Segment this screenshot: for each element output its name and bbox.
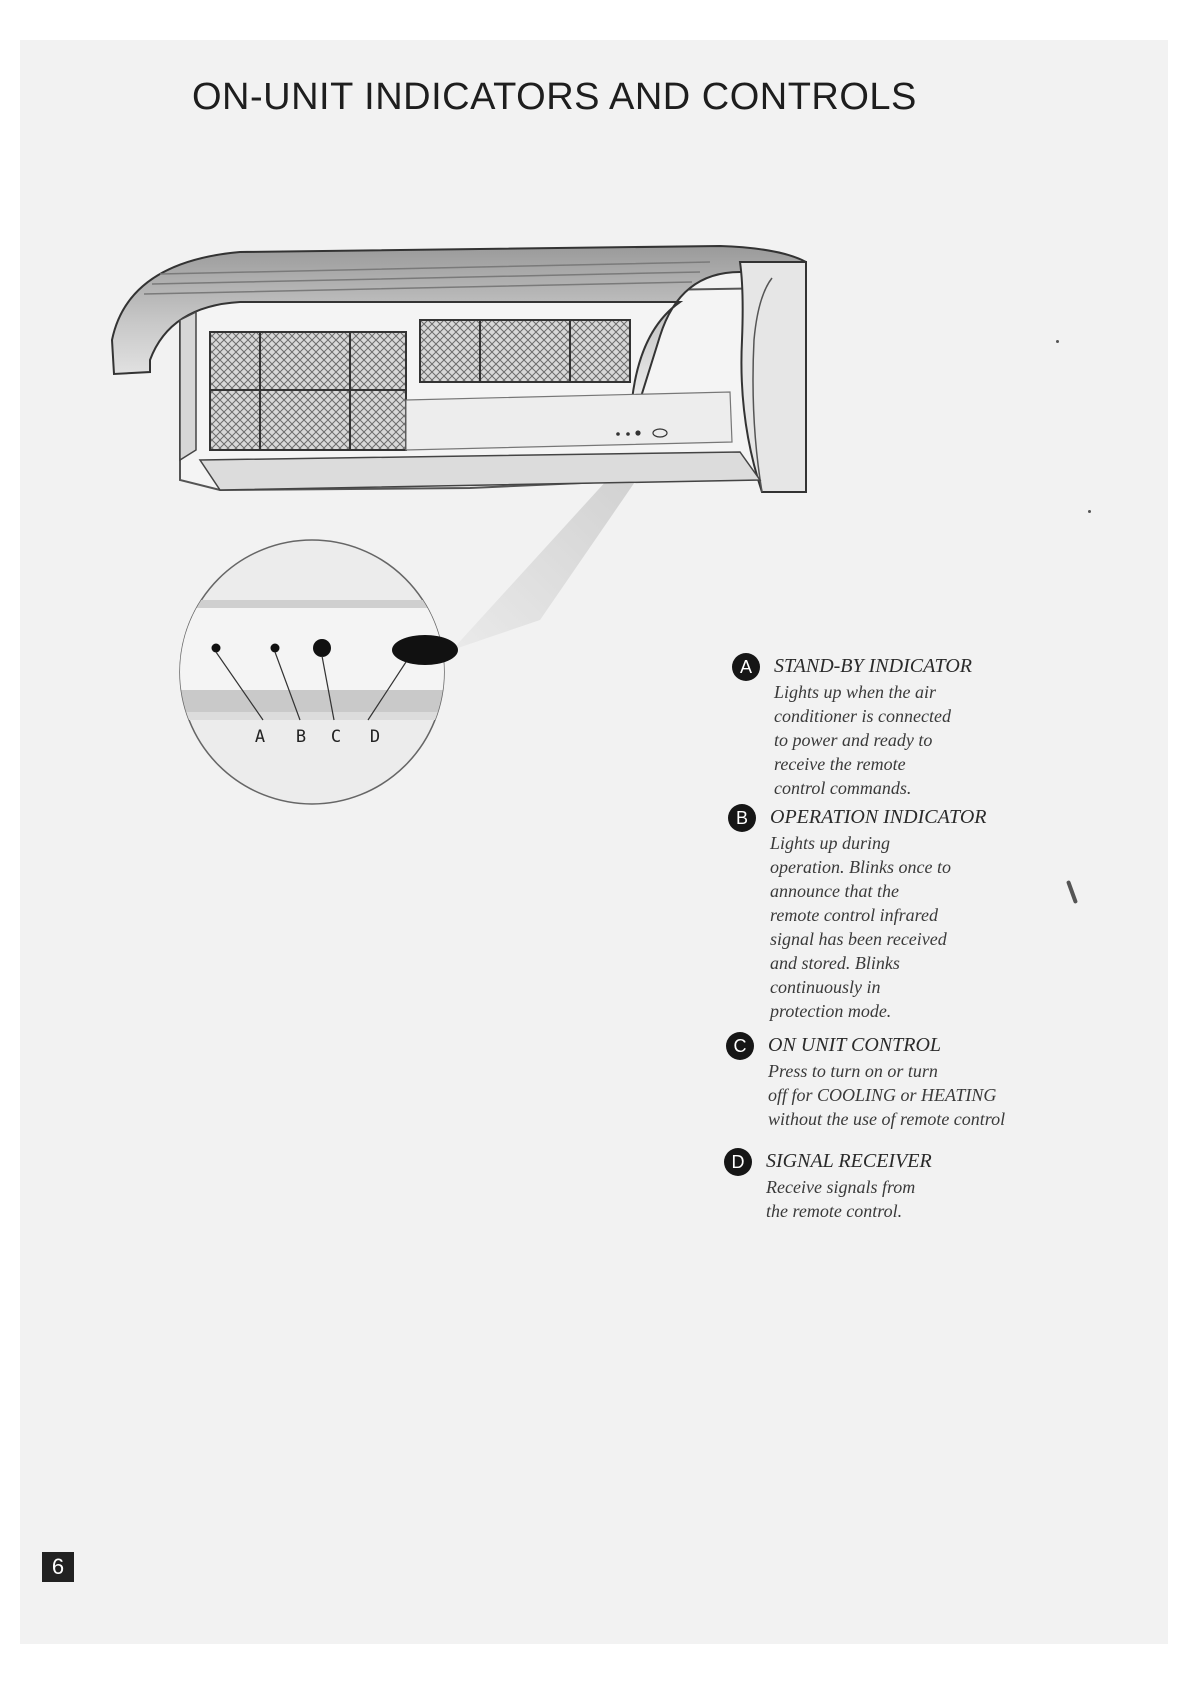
description-line: receive the remote <box>774 754 906 774</box>
indoor-unit <box>112 246 806 492</box>
operation-indicator-description <box>770 831 951 1023</box>
description-line: Lights up during <box>770 833 891 853</box>
description-line: control commands. <box>774 778 912 798</box>
description-line: Receive signals from <box>766 1177 916 1197</box>
on-unit-control-description <box>768 1059 1005 1131</box>
inset-label-a: A <box>254 727 266 747</box>
description-line: protection mode. <box>770 1001 892 1021</box>
standby-indicator-description <box>774 680 951 800</box>
description-line: conditioner is connected <box>774 706 951 726</box>
standby-indicator-heading: STAND-BY INDICATOR <box>774 655 972 677</box>
description-line: Lights up when the air <box>774 682 937 702</box>
inset-label-c: C <box>330 727 342 747</box>
operation-indicator-heading: OPERATION INDICATOR <box>770 806 987 828</box>
description-line: signal has been received <box>770 929 947 949</box>
air-conditioner-diagram <box>20 40 1168 1644</box>
scan-speck <box>1056 340 1059 343</box>
description-line: remote control infrared <box>770 905 938 925</box>
page-number: 6 <box>42 1552 74 1582</box>
right-air-filter <box>420 320 630 382</box>
signal-receiver-description <box>766 1175 915 1223</box>
page-title: ON-UNIT INDICATORS AND CONTROLS <box>192 76 917 118</box>
on-unit-control-heading: ON UNIT CONTROL <box>768 1034 942 1056</box>
indicator-magnifier <box>170 540 470 804</box>
description-line: and stored. Blinks <box>770 953 900 973</box>
operation-indicator-light <box>271 644 280 653</box>
description-line: announce that the <box>770 881 899 901</box>
on-unit-control-button <box>313 639 331 657</box>
standby-indicator-light <box>212 644 221 653</box>
signal-receiver-heading: SIGNAL RECEIVER <box>766 1150 932 1172</box>
signal-receiver-window <box>392 635 458 665</box>
description-line: to power and ready to <box>774 730 933 750</box>
description-line: continuously in <box>770 977 881 997</box>
callout-d-marker: D <box>724 1148 752 1176</box>
manual-page <box>20 40 1168 1644</box>
description-line: without the use of remote control <box>768 1109 1006 1129</box>
description-line: operation. Blinks once to <box>770 857 951 877</box>
inset-label-d: D <box>369 727 381 747</box>
callout-a-marker: A <box>732 653 760 681</box>
description-line: Press to turn on or turn <box>768 1061 938 1081</box>
description-line: off for COOLING or HEATING <box>768 1085 997 1105</box>
inset-label-b: B <box>295 727 307 747</box>
callout-b-marker: B <box>728 804 756 832</box>
callout-c-marker: C <box>726 1032 754 1060</box>
magnification-beam <box>452 460 650 650</box>
description-line: the remote control. <box>766 1201 903 1221</box>
scan-speck <box>1088 510 1091 513</box>
